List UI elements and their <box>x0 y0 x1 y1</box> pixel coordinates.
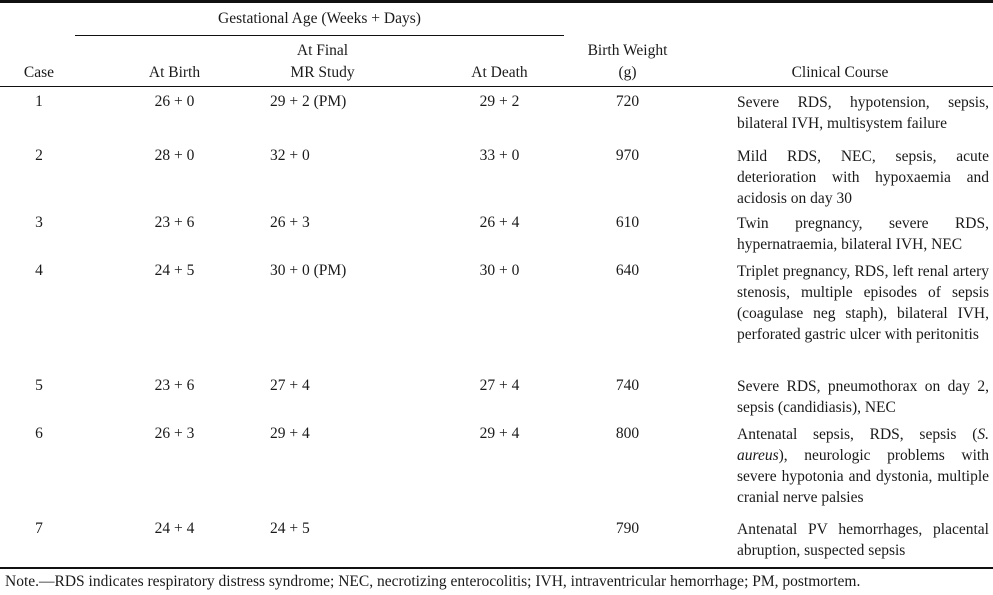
birth-weight: 720 <box>615 93 640 110</box>
clinical-course: Mild RDS, NEC, sepsis, acute deterioration with hypoxaemia and acidosis on day 30 <box>737 148 989 207</box>
birth-weight: 800 <box>615 425 640 442</box>
case-number: 2 <box>35 147 43 164</box>
age-at-birth: 24 + 5 <box>154 262 195 279</box>
clinical-course: Antenatal PV hemorrhages, placental abruption, suspected sepsis <box>737 521 989 559</box>
clinical-course-text-end: ), neurologic problems with severe hypotonia and dystonia, multiple cranial nerve palsies <box>737 447 989 506</box>
age-at-birth: 26 + 0 <box>154 93 195 110</box>
birth-weight: 790 <box>615 520 640 537</box>
clinical-course: Triplet pregnancy, RDS, left renal artery stenosis, multiple episodes of sepsis (coagulase neg staph), bilateral IVH, perforated gastric ulcer with peritonitis <box>737 263 989 343</box>
age-at-death: 26 + 4 <box>479 214 520 231</box>
age-at-death: 27 + 4 <box>479 377 520 394</box>
case-number: 5 <box>35 377 43 394</box>
column-header-at-death: At Death <box>471 64 528 81</box>
clinical-course-text-start: Antenatal sepsis, RDS, sepsis ( <box>737 426 978 443</box>
age-at-final-mr: 30 + 0 (PM) <box>270 262 347 279</box>
clinical-course <box>737 424 989 508</box>
birth-weight: 610 <box>615 214 640 231</box>
header-bottom-rule <box>0 86 993 87</box>
column-header-at-final-line1: At Final <box>296 42 349 59</box>
column-header-birth-weight-line1: Birth Weight <box>587 42 668 59</box>
group-header-rule <box>75 35 564 36</box>
age-at-final-mr: 32 + 0 <box>270 147 310 164</box>
table-top-rule <box>0 0 993 3</box>
age-at-final-mr: 27 + 4 <box>270 377 310 394</box>
clinical-course: Twin pregnancy, severe RDS, hypernatraemia, bilateral IVH, NEC <box>737 215 989 253</box>
gestational-age-group-header: Gestational Age (Weeks + Days) <box>218 10 421 27</box>
age-at-birth: 28 + 0 <box>154 147 195 164</box>
clinical-course: Severe RDS, pneumothorax on day 2, sepsis (candidiasis), NEC <box>737 378 989 416</box>
column-header-case: Case <box>23 64 55 81</box>
age-at-death: 29 + 4 <box>479 425 520 442</box>
column-header-clinical-course: Clinical Course <box>791 64 889 81</box>
clinical-course: Severe RDS, hypotension, sepsis, bilateral IVH, multisystem failure <box>737 94 989 132</box>
birth-weight: 970 <box>615 147 640 164</box>
age-at-birth: 23 + 6 <box>154 214 195 231</box>
age-at-death: 30 + 0 <box>479 262 520 279</box>
age-at-final-mr: 24 + 5 <box>270 520 310 537</box>
table-bottom-rule <box>0 567 993 569</box>
column-header-birth-weight-line2: (g) <box>618 64 637 81</box>
table-footnote: Note.—RDS indicates respiratory distress syndrome; NEC, necrotizing enterocolitis; IVH, intraventricular hemorrhage; PM, postmortem. <box>5 573 861 590</box>
age-at-death: 33 + 0 <box>479 147 520 164</box>
column-header-at-final-line2: MR Study <box>290 64 355 81</box>
birth-weight: 740 <box>615 377 640 394</box>
age-at-final-mr: 29 + 4 <box>270 425 310 442</box>
case-number: 1 <box>35 93 43 110</box>
birth-weight: 640 <box>615 262 640 279</box>
age-at-birth: 24 + 4 <box>154 520 195 537</box>
case-number: 6 <box>35 425 43 442</box>
column-header-at-birth: At Birth <box>148 64 201 81</box>
age-at-birth: 23 + 6 <box>154 377 195 394</box>
organism-name: S. aureus <box>737 426 989 464</box>
case-number: 7 <box>35 520 43 537</box>
age-at-death: 29 + 2 <box>479 93 520 110</box>
age-at-birth: 26 + 3 <box>154 425 195 442</box>
case-number: 3 <box>35 214 43 231</box>
case-number: 4 <box>35 262 43 279</box>
age-at-final-mr: 29 + 2 (PM) <box>270 93 347 110</box>
age-at-final-mr: 26 + 3 <box>270 214 310 231</box>
